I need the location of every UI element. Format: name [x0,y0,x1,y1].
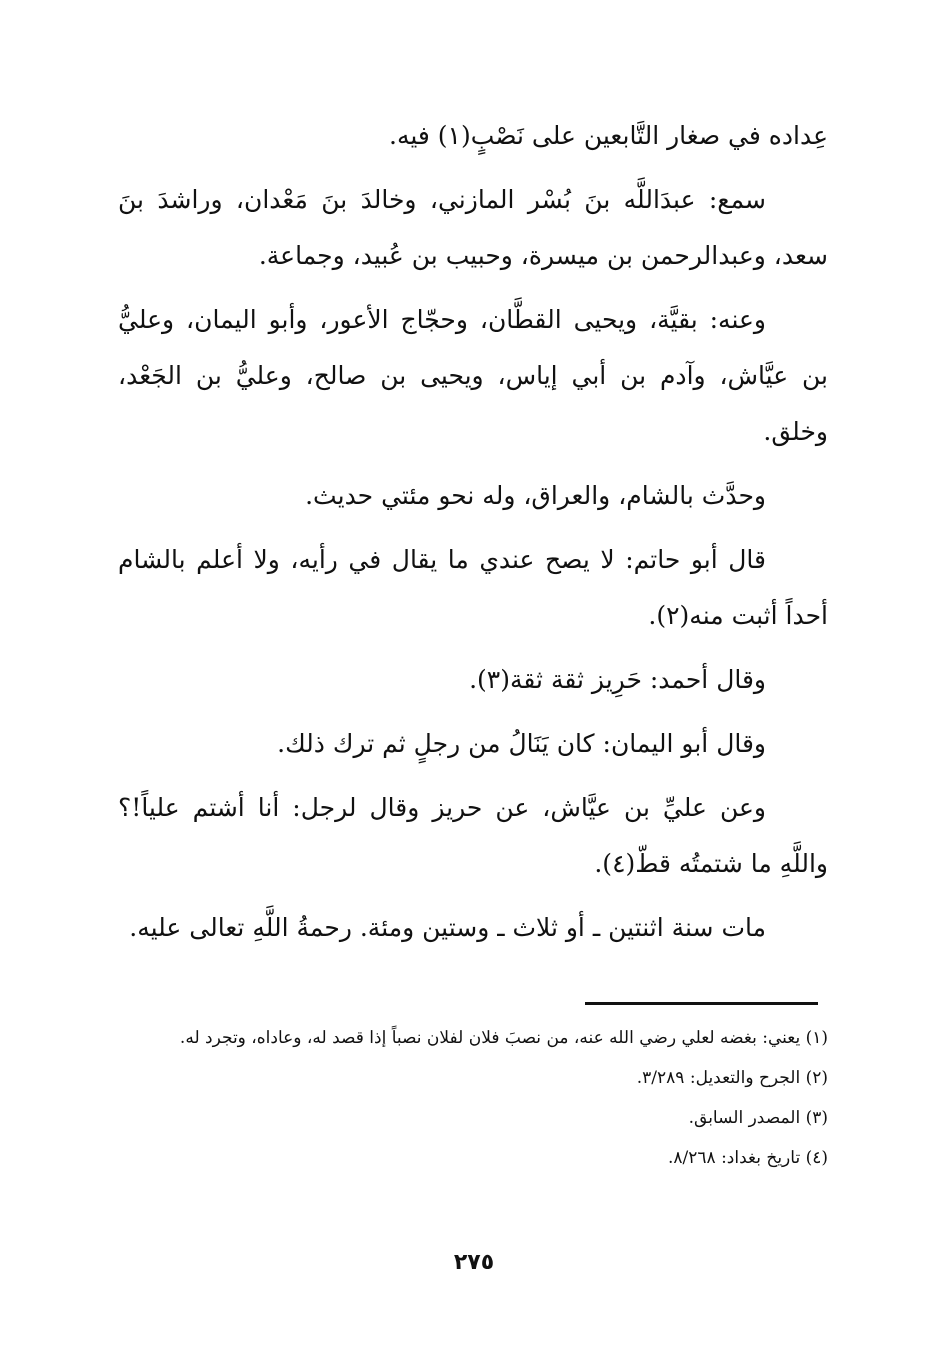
main-text [118,108,828,964]
footnote-2: (٢) الجرح والتعديل: ٣/٢٨٩. [636,1068,828,1088]
paragraph-narrators: وعنه: بقيَّة، ويحيى القطَّان، وحجّاج الأعور، وأبو اليمان، وعليُّ بن عيَّاش، وآدم بن أبي إياس، ويحيى بن صالح، وعليُّ بن الجَعْد، وخلق. [118,305,828,446]
footnote-separator [585,1002,818,1005]
paragraph-ali-ibn-ayyash: وعن عليِّ بن عيَّاش، عن حريز وقال لرجل: أنا أشتم علياً!؟ واللَّهِ ما شتمتُه قطّ(٤). [118,793,828,878]
paragraph-abu-yaman: وقال أبو اليمان: كان يَنَالُ من رجلٍ ثم ترك ذلك. [277,729,766,758]
paragraph-abu-hatim: قال أبو حاتم: لا يصح عندي ما يقال في رأيه، ولا أعلم بالشام أحداً أثبت منه(٢). [118,545,828,630]
page-number: ٢٧٥ [453,1250,495,1275]
footnotes [118,1022,828,1182]
footnote-3: (٣) المصدر السابق. [688,1108,828,1128]
paragraph-opening: عِداده في صغار التَّابعين على نَصْبٍ(١) فيه. [389,121,828,150]
paragraph-heard-from: سمع: عبدَاللَّه بنَ بُسْر المازني، وخالدَ بنَ مَعْدان، وراشدَ بنَ سعد، وعبدالرحمن بن ميسرة، وحبيب بن عُبيد، وجماعة. [118,185,828,270]
paragraph-narrated: وحدَّث بالشام، والعراق، وله نحو مئتي حديث. [305,481,766,510]
footnote-1: (١) يعني: بغضه لعلي رضي الله عنه، من نصبَ فلان لفلان نصباً إذا قصد له، وعاداه، وتجرد له. [179,1028,828,1048]
footnote-4: (٤) تاريخ بغداد: ٨/٢٦٨. [668,1148,828,1168]
paragraph-death: مات سنة اثنتين ـ أو ثلاث ـ وستين ومئة. رحمةُ اللَّهِ تعالى عليه. [129,913,766,942]
paragraph-ahmad: وقال أحمد: حَرِيز ثقة ثقة(٣). [469,665,766,694]
